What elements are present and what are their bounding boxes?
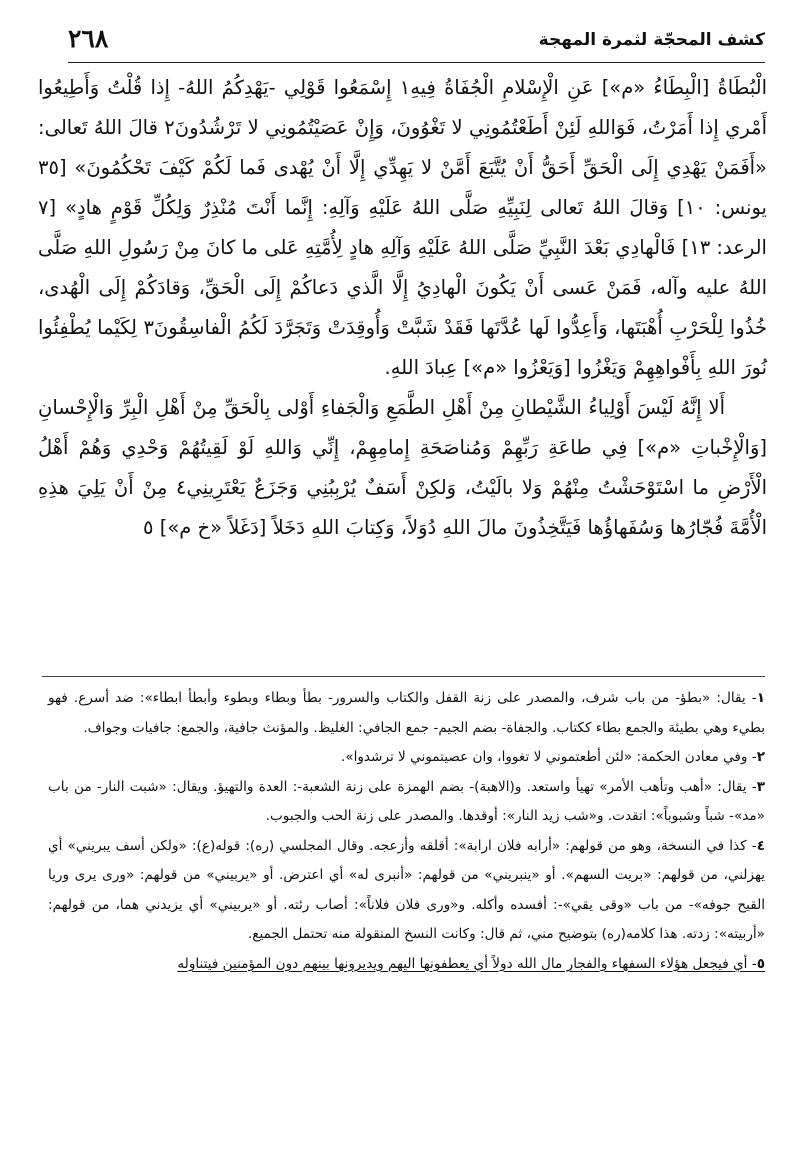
footnote-number: ١ xyxy=(756,690,765,706)
footnote-4 xyxy=(48,832,765,950)
footnote-text: - يقال: «بطؤ- من باب شرف، والمصدر على زنة القفل والكتاب والسرور- بطأ وبطاء وبطوء وأبطأ ابطاء»: ضد أسرع. فهو بطيء وهي بطيئة والجمع بطاء ككتاب. والجفاة- بضم الجيم- جمع الجافي: الغليظ. والمؤنث جافية، والجمع: جافيات وجواف. xyxy=(48,690,765,736)
page-header xyxy=(68,22,765,63)
page-number: ٢٦٨ xyxy=(68,24,109,53)
footnote-text: - وفي معادن الحكمة: «لئن أطعتموني لا تغووا، وان عصيتموني لا ترشدوا». xyxy=(340,749,757,765)
footnote-text: - يقال: «أهب وتأهب الأمر» تهيأ واستعد. و(الاهبة)- بضم الهمزة على زنة الشعبة-: العدة والتهيؤ. ويقال: «شبت النار- من باب «مد»- شباً وشبوباً»: اتقدت. و«شب زيد النار»: أوقدها. والمصدر على زنة الحب والجبوب. xyxy=(48,778,765,824)
footnote-text: - كذا في النسخة، وهو من قولهم: «أرابه فلان ارابة»: أقلقه وأزعجه. وقال المجلسي (ره): قوله(ع): «ولكن أسف يبريني» أي يهزلني، من قولهم: «بريت السهم». أو «ينبريني» من قولهم: «أنبرى له» أي اعترض. أو «يربيني» من قولهم: «ورى يرى وريا القيح جوفه»- من باب «وقى يقي»-: أفسده وأكله. و«ورى فلان فلاناً»: أصاب رئته. أو «يربيني» أي يزيدني هما، من قولهم: «أربيته»: زدته. هذا كلامه(ره) بتوضيح مني، ثم قال: وكانت النسخ المنقولة منه تحتمل الجميع. xyxy=(48,837,765,942)
footnote-divider xyxy=(42,676,765,677)
book-title: كشف المحجّة لثمرة المهجة xyxy=(538,30,765,50)
paragraph-1: الْبُطَاةُ [الْبِطَاءُ «م»] عَنِ الْإِسْلامِ الْجُفَاةُ فِيهِ١ إِسْمَعُوا قَوْلِي -يَهْدِكُمُ اللهُ- إِذا قُلْتُ وَأَطِيعُوا أَمْري إِذا أَمَرْتُ، فَوَاللهِ لَئِنْ أَطَعْتُمُونِي لا تَغْوُونَ، وَإِنْ عَصَيْتُمُونِي لا تَرْشُدُونَ٢ قالَ اللهُ تَعالى: «أَفَمَنْ يَهْدِي إِلَى الْحَقِّ أَحَقُّ أَنْ يُتَّبَعَ أَمَّنْ لا يَهِدِّي إِلَّا أَنْ يُهْدى فَما لَكُمْ كَيْفَ تَحْكُمُونَ» [٣٥ يونس: ١٠] وَقالَ اللهُ تَعالى لِنَبِيِّهِ صَلَّى اللهُ عَلَيْهِ وَآلِهِ: إِنَّما أَنْتَ مُنْذِرٌ وَلِكُلِّ قَوْمٍ هادٍ» [٧ الرعد: ١٣] فَالْهادِي بَعْدَ النَّبِيِّ صَلَّى اللهُ عَلَيْهِ وَآلِهِ هادٍ لِأُمَّتِهِ عَلى ما كانَ مِنْ رَسُولِ اللهِ صَلَّى اللهُ عليه وآله، فَمَنْ عَسى أَنْ يَكُونَ الْهادِيُ إِلَّا الَّذي دَعاكُمْ إِلَى الْحَقِّ، وَقادَكُمْ إِلَى الْهُدى، خُذُوا لِلْحَرْبِ أُهْبَتَها، وَأَعِدُّوا لَها عُدَّتَها فَقَدْ شَبَّتْ وَأُوقِدَتْ وَتَجَرَّدَ لَكُمُ الْفاسِقُونَ٣ لِكَيْما يُطْفِئُوا نُورَ اللهِ بِأَفْواهِهِمْ وَيَغْزُوا [وَيَعْزُوا «م»] عِبادَ اللهِ. xyxy=(38,76,767,379)
main-text xyxy=(38,68,767,548)
paragraph-2: أَلا إِنَّهُ لَيْسَ أَوْلِياءُ الشَّيْطانِ مِنْ أَهْلِ الطَّمَعِ وَالْجَفاءِ أَوْلى بِالْحَقِّ مِنْ أَهْلِ الْبِرِّ وَالْإِحْسانِ [وَالْإِخْباتِ «م»] فِي طاعَةِ رَبِّهِمْ وَمُناصَحَةِ إِمامِهِمْ، إِنِّي وَاللهِ لَوْ لَقِيتُهُمْ وَحْدِي وَهُمْ أَهْلُ الْأَرْضِ ما اسْتَوْحَشْتُ مِنْهُمْ وَلا بالَيْتُ، وَلكِنْ أَسَفٌ يُرْبِبُنِي وَجَزَعٌ يَعْتَرِينِي٤ مِنْ أَنْ يَلِيَ هذِهِ الْأُمَّةَ فُجّارُها وَسُفَهاؤُها فَيَتَّخِذُونَ مالَ اللهِ دُوَلاً، وَكِتابَ اللهِ دَخَلاً [دَغَلاً «خ م»] ٥ xyxy=(38,396,767,539)
footnote-1 xyxy=(48,684,765,743)
footnote-2 xyxy=(48,743,765,773)
footnote-number: ٢ xyxy=(756,749,765,765)
footnote-3 xyxy=(48,773,765,832)
footnote-number: ٤ xyxy=(756,837,765,854)
footnotes xyxy=(48,684,765,979)
footnote-5 xyxy=(48,950,765,980)
footnote-number: ٣ xyxy=(756,778,765,795)
footnote-text: - أي فيجعل هؤلاء السفهاء والفجار مال الله دولاً أي يعطفونها اليهم ويديرونها بينهم دون المؤمنين فيتناوله xyxy=(177,955,757,972)
footnote-number: ٥ xyxy=(756,955,765,972)
